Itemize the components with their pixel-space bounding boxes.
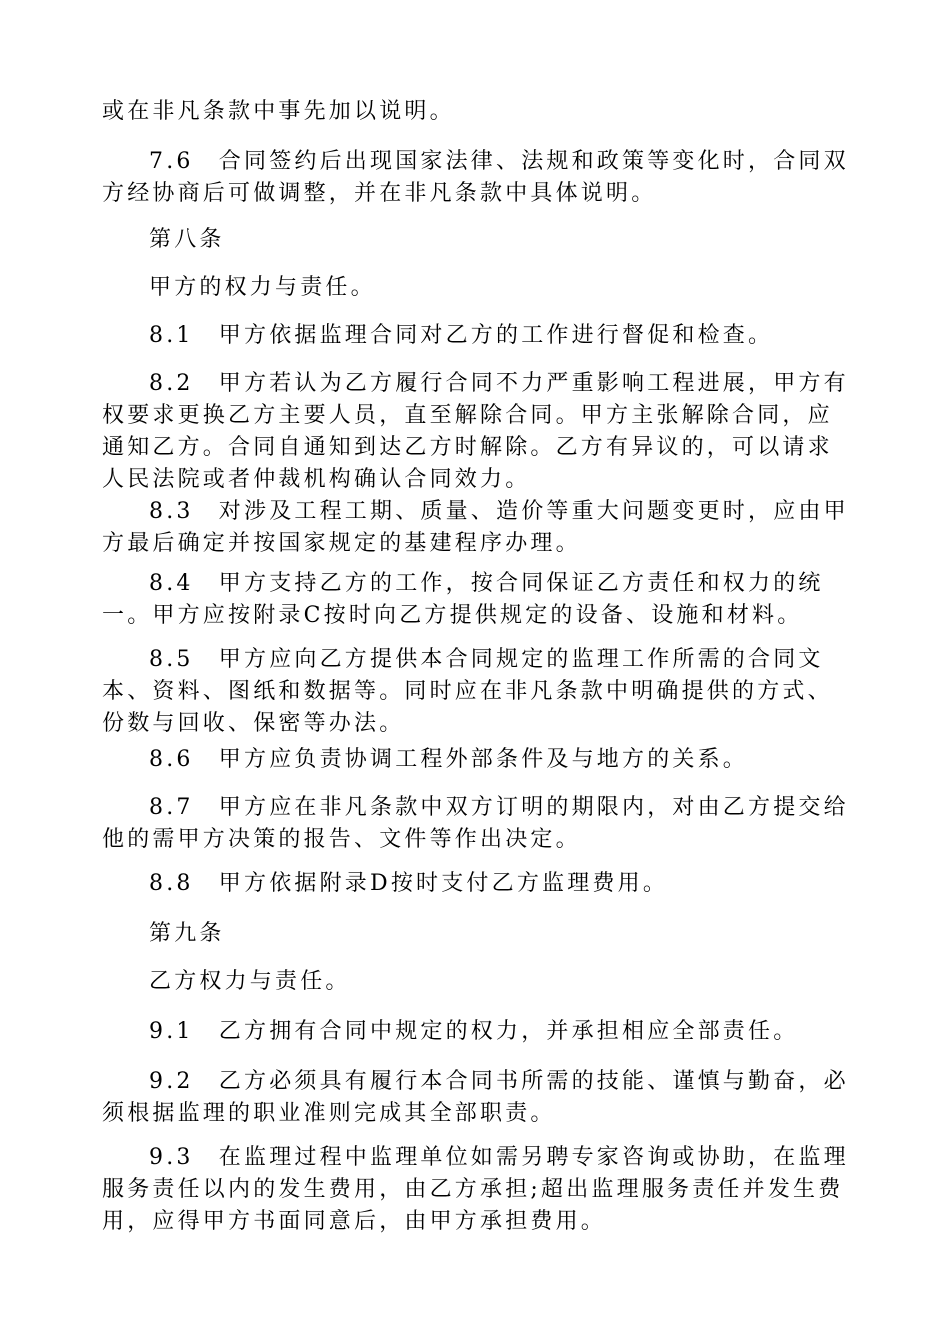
clause-8-5: 8.5 甲方应向乙方提供本合同规定的监理工作所需的合同文本、资料、图纸和数据等。同时应在非凡条款中明确提供的方式、份数与回收、保密等办法。 [102, 647, 833, 736]
clause-8-4: 8.4 甲方支持乙方的工作，按合同保证乙方责任和权力的统一。甲方应按附录C按时向乙方提供规定的设备、设施和材料。 [102, 571, 824, 628]
article-8-title: 甲方的权力与责任。 [149, 275, 376, 300]
clause-8-1: 8.1 甲方依据监理合同对乙方的工作进行督促和检查。 [149, 323, 774, 348]
clause-8-6: 8.6 甲方应负责协调工程外部条件及与地方的关系。 [149, 747, 748, 772]
clause-8-7: 8.7 甲方应在非凡条款中双方订明的期限内，对由乙方提交给他的需甲方决策的报告、文件等作出决定。 [102, 795, 849, 852]
clause-9-2: 9.2 乙方必须具有履行本合同书所需的技能、谨慎与勤奋，必须根据监理的职业准则完成其全部职责。 [102, 1069, 849, 1126]
clause-9-1: 9.1 乙方拥有合同中规定的权力，并承担相应全部责任。 [149, 1019, 799, 1044]
article-9-heading: 第九条 [149, 921, 225, 946]
clause-8-2: 8.2 甲方若认为乙方履行合同不力严重影响工程进展，甲方有权要求更换乙方主要人员，直至解除合同。甲方主张解除合同，应通知乙方。合同自通知到达乙方时解除。乙方有异议的，可以请求人民法院或者仲裁机构确认合同效力。 [102, 371, 849, 492]
article-9-title: 乙方权力与责任。 [149, 969, 351, 994]
article-8-heading: 第八条 [149, 227, 225, 252]
clause-8-8: 8.8 甲方依据附录D按时支付乙方监理费用。 [149, 871, 669, 896]
clause-9-3: 9.3 在监理过程中监理单位如需另聘专家咨询或协助，在监理服务责任以内的发生费用，由乙方承担;超出监理服务责任并发生费用，应得甲方书面同意后，由甲方承担费用。 [102, 1145, 849, 1234]
clause-7-6: 7.6 合同签约后出现国家法律、法规和政策等变化时，合同双方经协商后可做调整，并在非凡条款中具体说明。 [102, 149, 849, 206]
paragraph-continuation: 或在非凡条款中事先加以说明。 [102, 99, 455, 124]
clause-8-3: 8.3 对涉及工程工期、质量、造价等重大问题变更时，应由甲方最后确定并按国家规定的基建程序办理。 [102, 499, 849, 556]
